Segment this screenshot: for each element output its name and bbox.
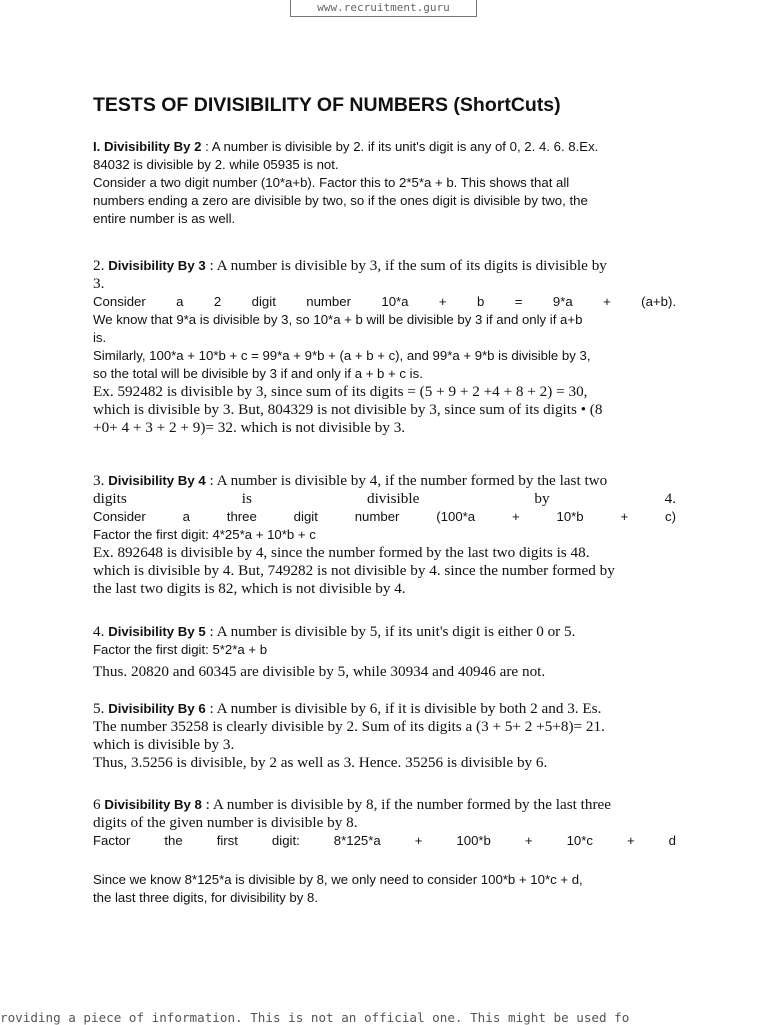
section-line: Consider a three digit number (100*a + 10*b + c) bbox=[93, 509, 676, 524]
section-line: which is divisible by 3. But, 804329 is not divisible by 3, since sum of its digits • (8 bbox=[93, 401, 603, 418]
section-line: is. bbox=[93, 330, 107, 345]
section-divisibility-by-2 bbox=[93, 138, 676, 228]
section-divisibility-by-4 bbox=[93, 472, 676, 598]
section-number: 4. bbox=[93, 623, 109, 640]
section-line: 84032 is divisible by 2. while 05935 is not. bbox=[93, 157, 339, 172]
section-divisibility-by-6 bbox=[93, 700, 676, 772]
section-heading: Divisibility By 3 bbox=[108, 258, 206, 273]
section-line: digits of the given number is divisible by 8. bbox=[93, 814, 358, 831]
section-line bbox=[93, 700, 676, 718]
section-number: 6 bbox=[93, 796, 105, 813]
section-line: +0+ 4 + 3 + 2 + 9)= 32. which is not divisible by 3. bbox=[93, 419, 406, 436]
section-text: : A number is divisible by 6, if it is divisible by both 2 and 3. Es. bbox=[205, 700, 602, 717]
section-text: : A number is divisible by 2. if its unit's digit is any of 0, 2. 4. 6. 8.Ex. bbox=[201, 139, 599, 154]
section-heading: Divisibility By 6 bbox=[108, 701, 206, 716]
section-line: Since we know 8*125*a is divisible by 8, we only need to consider 100*b + 10*c + d, bbox=[93, 872, 583, 887]
section-line: Similarly, 100*a + 10*b + c = 99*a + 9*b + (a + b + c), and 99*a + 9*b is divisible by 3, bbox=[93, 348, 591, 363]
section-line: entire number is as well. bbox=[93, 211, 236, 226]
section-line: Ex. 592482 is divisible by 3, since sum of its digits = (5 + 9 + 2 +4 + 8 + 2) = 30, bbox=[93, 383, 588, 400]
footer-disclaimer: roviding a piece of information. This is not an official one. This might be used fo bbox=[0, 1010, 630, 1025]
section-line: the last three digits, for divisibility by 8. bbox=[93, 890, 319, 905]
section-divisibility-by-5 bbox=[93, 623, 676, 681]
section-number: 5. bbox=[93, 700, 109, 717]
section-line: numbers ending a zero are divisible by two, so if the ones digit is divisible by two, the bbox=[93, 193, 588, 208]
section-text: : A number is divisible by 5, if its unit's digit is either 0 or 5. bbox=[205, 623, 576, 640]
section-line: We know that 9*a is divisible by 3, so 10*a + b will be divisible by 3 if and only if a+b bbox=[93, 312, 583, 327]
section-line: 3. bbox=[93, 275, 105, 292]
section-line: so the total will be divisible by 3 if and only if a + b + c is. bbox=[93, 366, 423, 381]
section-heading: Divisibility By 5 bbox=[108, 624, 206, 639]
section-line: Consider a 2 digit number 10*a + b = 9*a + (a+b). bbox=[93, 294, 676, 309]
section-line: which is divisible by 4. But, 749282 is not divisible by 4. since the number formed by bbox=[93, 562, 615, 579]
section-line bbox=[93, 472, 676, 490]
page-title: TESTS OF DIVISIBILITY OF NUMBERS (ShortCuts) bbox=[93, 94, 561, 116]
section-line: Ex. 892648 is divisible by 4, since the number formed by the last two digits is 48. bbox=[93, 544, 590, 561]
section-line bbox=[93, 623, 676, 641]
section-line: Factor the first digit: 5*2*a + b bbox=[93, 642, 268, 657]
section-line: Factor the first digit: 4*25*a + 10*b + c bbox=[93, 527, 316, 542]
header-url: www.recruitment.guru bbox=[290, 0, 477, 17]
section-line bbox=[93, 138, 676, 156]
section-line: the last two digits is 82, which is not divisible by 4. bbox=[93, 580, 406, 597]
section-divisibility-by-3 bbox=[93, 257, 676, 437]
section-heading: Divisibility By 4 bbox=[108, 473, 206, 488]
section-number: 2. bbox=[93, 257, 109, 274]
section-heading: I. Divisibility By 2 bbox=[93, 139, 202, 154]
section-line: digits is divisible by 4. bbox=[93, 490, 676, 507]
section-line: Consider a two digit number (10*a+b). Factor this to 2*5*a + b. This shows that all bbox=[93, 175, 570, 190]
section-line: Thus, 3.5256 is divisible, by 2 as well as 3. Hence. 35256 is divisible by 6. bbox=[93, 754, 548, 771]
section-line: Factor the first digit: 8*125*a + 100*b + 10*c + d bbox=[93, 833, 676, 848]
section-line: The number 35258 is clearly divisible by 2. Sum of its digits a (3 + 5+ 2 +5+8)= 21. bbox=[93, 718, 605, 735]
section-number: 3. bbox=[93, 472, 109, 489]
section-heading: Divisibility By 8 bbox=[104, 797, 202, 812]
section-line bbox=[93, 796, 676, 814]
section-divisibility-by-8 bbox=[93, 796, 676, 907]
section-text: : A number is divisible by 8, if the number formed by the last three bbox=[201, 796, 612, 813]
section-line: which is divisible by 3. bbox=[93, 736, 235, 753]
section-line bbox=[93, 257, 676, 275]
section-line: Thus. 20820 and 60345 are divisible by 5, while 30934 and 40946 are not. bbox=[93, 663, 546, 680]
section-text: : A number is divisible by 3, if the sum of its digits is divisible by bbox=[205, 257, 607, 274]
section-text: : A number is divisible by 4, if the number formed by the last two bbox=[205, 472, 608, 489]
